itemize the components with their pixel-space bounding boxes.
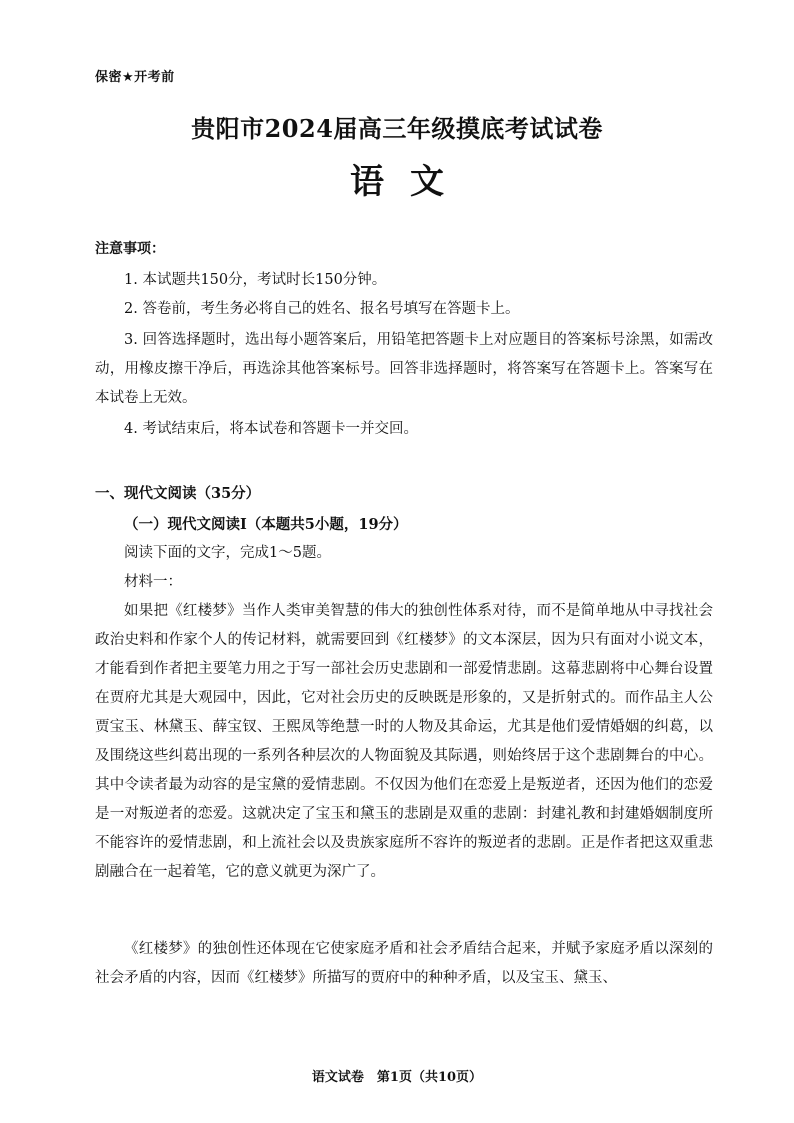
notice-item: 3. 回答选择题时，选出每小题答案后，用铅笔把答题卡上对应题目的答案标号涂黑，如需改动，用橡皮擦干净后，再选涂其他答案标号。回答非选择题时，将答案写在答题卡上。答案写在本试卷上无效。 [95, 332, 713, 406]
notice-item: 2. 答卷前，考生务必将自己的姓名、报名号填写在答题卡上。 [124, 301, 520, 317]
page-footer: 语文试卷 第1页（共10页） [311, 1070, 483, 1085]
reading-instruction: 阅读下面的文字，完成1～5题。 [124, 545, 331, 561]
subject-title: 语文 [350, 162, 470, 202]
material-label: 材料一： [124, 574, 182, 590]
body-paragraph: 如果把《红楼梦》当作人类审美智慧的伟大的独创性体系对待，而不是简单地从中寻找社会政治史料和作家个人的传记材料，就需要回到《红楼梦》的文本深层，因为只有面对小说文本，才能看到作者把主要笔力用之于写一部社会历史悲剧和一部爱情悲剧。这幕悲剧将中心舞台设置在贾府尤其是大观园中，因此，它对社会历史的反映既是形象的，又是折射式的。而作品主人公贾宝玉、林黛玉、薛宝钗、王熙凤等绝慧一时的人物及其命运，尤其是他们爱情婚姻的纠葛，以及围绕这些纠葛出现的一系列各种层次的人物面貌及其际遇，则始终居于这个悲剧舞台的中心。其中令读者最为动容的是宝黛的爱情悲剧。不仅因为他们在恋爱上是叛逆者，还因为他们的恋爱是一对叛逆者的恋爱。这就决定了宝玉和黛玉的悲剧是双重的悲剧：封建礼教和封建婚姻制度所不能容许的爱情悲剧，和上流社会以及贵族家庭所不容许的叛逆者的悲剧。正是作者把这双重悲剧融合在一起着笔，它的意义就更为深广了。 [95, 603, 713, 880]
notice-item: 4. 考试结束后，将本试卷和答题卡一并交回。 [124, 421, 418, 437]
confidential-label: 保密★开考前 [95, 70, 175, 85]
notice-heading: 注意事项： [95, 241, 165, 257]
subsection-heading: （一）现代文阅读Ⅰ（本题共5小题，19分） [124, 516, 408, 533]
section-heading: 一、现代文阅读（35分） [95, 485, 261, 502]
exam-title: 贵阳市2024届高三年级摸底考试试卷 [191, 114, 603, 143]
body-paragraph: 《红楼梦》的独创性还体现在它使家庭矛盾和社会矛盾结合起来，并赋予家庭矛盾以深刻的社会矛盾的内容，因而《红楼梦》所描写的贾府中的种种矛盾，以及宝玉、黛玉、 [95, 941, 713, 986]
notice-item: 1. 本试题共150分，考试时长150分钟。 [124, 272, 387, 288]
